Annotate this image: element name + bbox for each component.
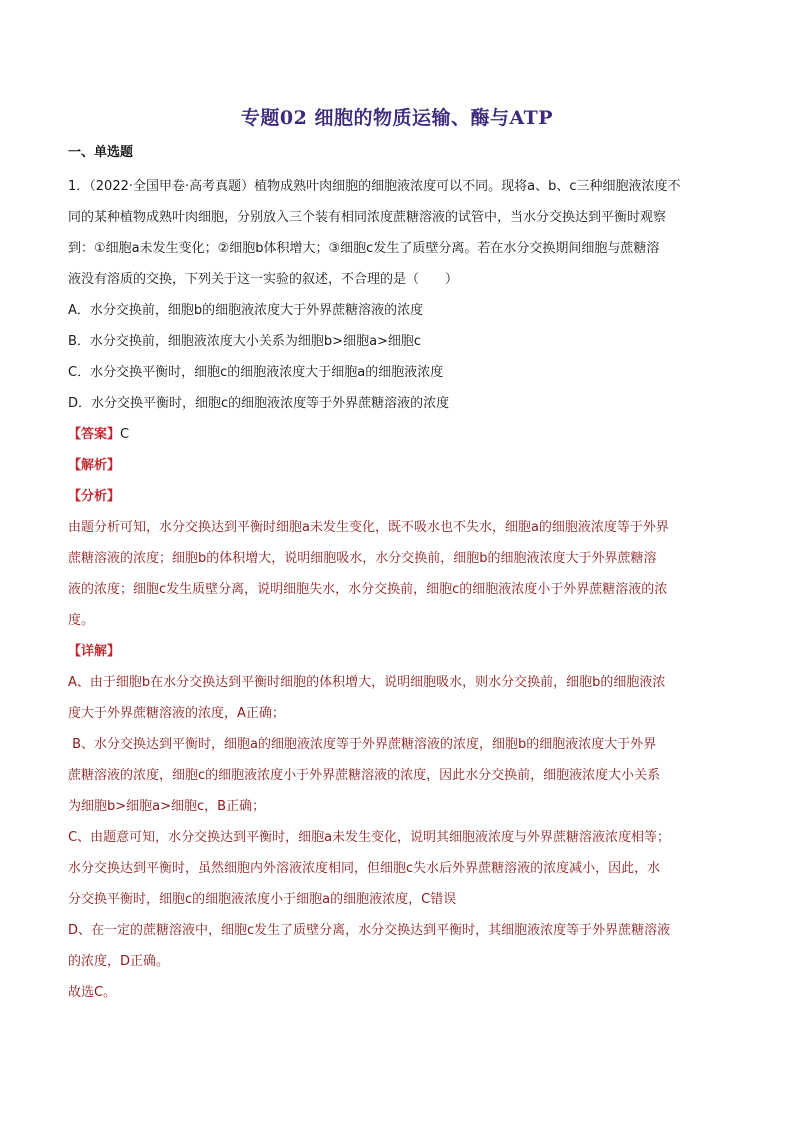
detail-text-line: 为细胞b>细胞a>细胞c，B正确； bbox=[68, 799, 266, 814]
option-b: B．水分交换前，细胞液浓度大小关系为细胞b>细胞a>细胞c bbox=[68, 334, 422, 349]
page-title: 专题02 细胞的物质运输、酶与ATP bbox=[240, 107, 554, 129]
detail-text-line: 水分交换达到平衡时，虽然细胞内外溶液浓度相同，但细胞c失水后外界蔗糖溶液的浓度减小，因此，水 bbox=[68, 861, 661, 876]
analysis-text-line: 液的浓度；细胞c发生质壁分离，说明细胞失水，水分交换前，细胞c的细胞液浓度小于外界蔗糖溶液的浓 bbox=[68, 582, 668, 597]
answer-value: C bbox=[120, 427, 130, 442]
question-line: 同的某种植物成熟叶肉细胞，分别放入三个装有相同浓度蔗糖溶液的试管中，当水分交换达到平衡时观察 bbox=[68, 210, 667, 225]
question-line: 到：①细胞a未发生变化；②细胞b体积增大；③细胞c发生了质壁分离。若在水分交换期间细胞与蔗糖溶 bbox=[68, 241, 660, 256]
detail-text-line: D、在一定的蔗糖溶液中，细胞c发生了质壁分离，水分交换达到平衡时，其细胞液浓度等于外界蔗糖溶液 bbox=[68, 923, 671, 938]
analysis-text-line: 蔗糖溶液的浓度；细胞b的体积增大，说明细胞吸水，水分交换前，细胞b的细胞液浓度大于外界蔗糖溶 bbox=[68, 551, 657, 566]
answer-label: 【答案】 bbox=[68, 427, 121, 442]
answer-line bbox=[68, 419, 734, 450]
section-heading: 一、单选题 bbox=[68, 145, 134, 160]
question-line: 液没有溶质的交换，下列关于这一实验的叙述，不合理的是（ ） bbox=[68, 272, 459, 287]
detail-text-line: 蔗糖溶液的浓度，细胞c的细胞液浓度小于外界蔗糖溶液的浓度，因此水分交换前，细胞液浓度大小关系 bbox=[68, 768, 661, 783]
detail-text-line: B、水分交换达到平衡时，细胞a的细胞液浓度等于外界蔗糖溶液的浓度，细胞b的细胞液浓度大于外界 bbox=[68, 737, 657, 752]
option-a: A．水分交换前，细胞b的细胞液浓度大于外界蔗糖溶液的浓度 bbox=[68, 303, 424, 318]
option-d: D．水分交换平衡时，细胞c的细胞液浓度等于外界蔗糖溶液的浓度 bbox=[68, 396, 450, 411]
conclusion-line: 故选C。 bbox=[68, 985, 117, 1000]
detail-label: 【详解】 bbox=[68, 644, 121, 659]
analysis-text-line: 由题分析可知，水分交换达到平衡时细胞a未发生变化，既不吸水也不失水，细胞a的细胞液浓度等于外界 bbox=[68, 520, 669, 535]
detail-text-line: 分交换平衡时，细胞c的细胞液浓度小于细胞a的细胞液浓度，C错误 bbox=[68, 892, 457, 907]
analysis-label: 【解析】 bbox=[68, 458, 121, 473]
analysis-text-line: 度。 bbox=[68, 613, 95, 628]
question-block bbox=[68, 171, 734, 1008]
detail-text-line: C、由题意可知，水分交换达到平衡时，细胞a未发生变化，说明其细胞液浓度与外界蔗糖溶液浓度相等； bbox=[68, 830, 671, 845]
detail-text-line: 的浓度，D正确。 bbox=[68, 954, 170, 969]
fenxi-label: 【分析】 bbox=[68, 489, 121, 504]
detail-text-line: A、由于细胞b在水分交换达到平衡时细胞的体积增大，说明细胞吸水，则水分交换前，细胞b的细胞液浓 bbox=[68, 675, 666, 690]
detail-text-line: 度大于外界蔗糖溶液的浓度，A正确； bbox=[68, 706, 285, 721]
option-c: C．水分交换平衡时，细胞c的细胞液浓度大于细胞a的细胞液浓度 bbox=[68, 365, 444, 380]
question-line: 1．（2022·全国甲卷·高考真题）植物成熟叶肉细胞的细胞液浓度可以不同。现将a、b、c三种细胞液浓度不 bbox=[68, 179, 681, 194]
